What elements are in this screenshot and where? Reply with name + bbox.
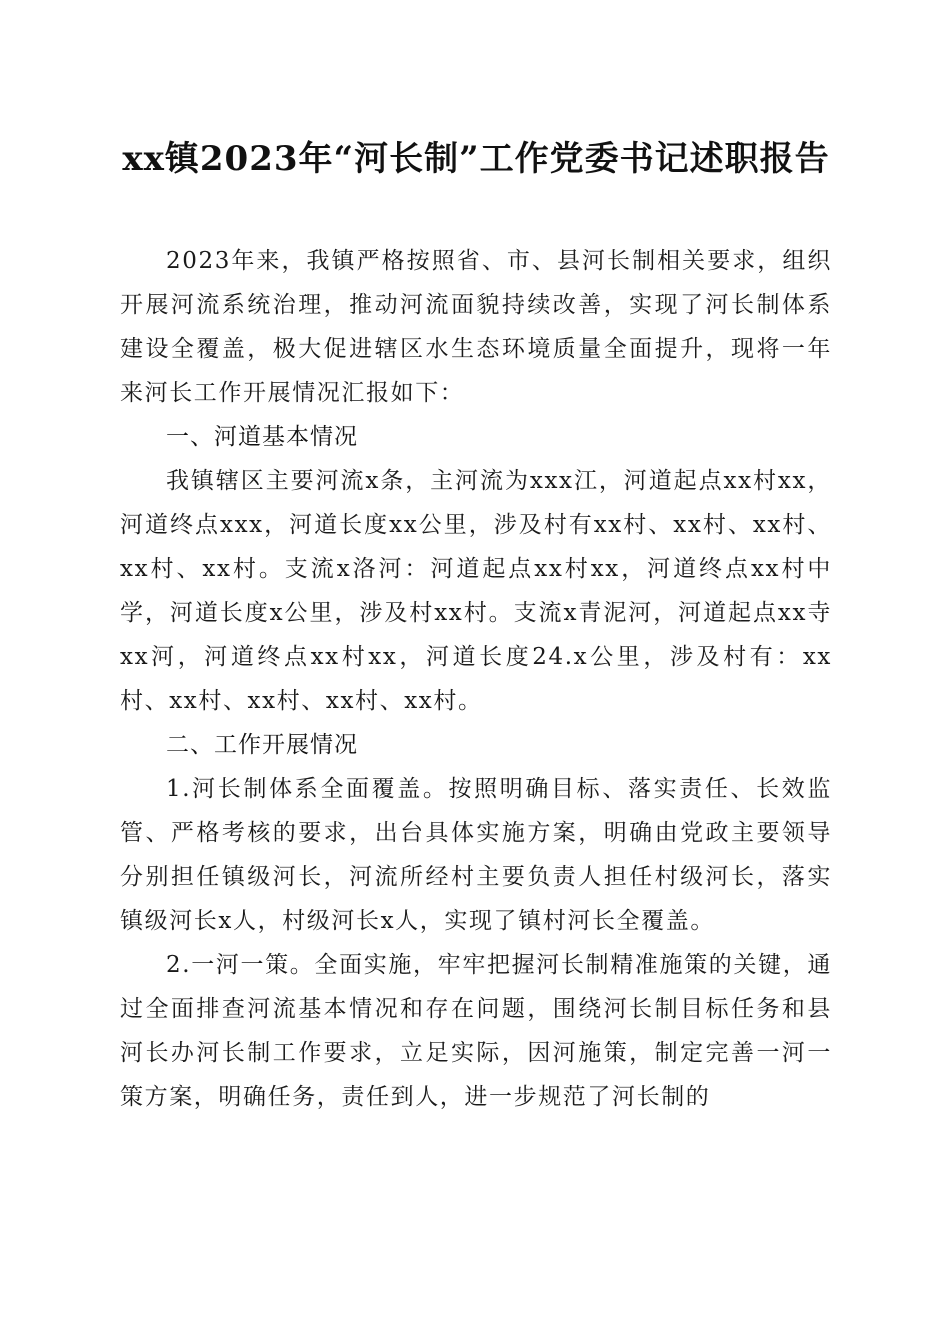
work-item-1-paragraph: 1.河长制体系全面覆盖。按照明确目标、落实责任、长效监管、严格考核的要求，出台具体实施方案，明确由党政主要领导分别担任镇级河长，河流所经村主要负责人担任村级河长，落实镇级河长x人，村级河长x人，实现了镇村河长全覆盖。: [120, 776, 832, 934]
intro-paragraph: 2023年来，我镇严格按照省、市、县河长制相关要求，组织开展河流系统治理，推动河流面貌持续改善，实现了河长制体系建设全覆盖，极大促进辖区水生态环境质量全面提升，现将一年来河长工作开展情况汇报如下：: [120, 248, 832, 406]
document-page: [120, 138, 832, 1119]
section-heading-river-basics: 一、河道基本情况: [166, 424, 358, 450]
document-body: [120, 239, 832, 1119]
document-title: xx镇2023年“河长制”工作党委书记述职报告: [122, 139, 830, 179]
section-heading-work-progress: 二、工作开展情况: [166, 732, 358, 758]
river-basics-paragraph: 我镇辖区主要河流x条，主河流为xxx江，河道起点xx村xx，河道终点xxx，河道长度xx公里，涉及村有xx村、xx村、xx村、xx村、xx村。支流x洛河：河道起点xx村xx，河道终点xx村中学，河道长度x公里，涉及村xx村。支流x青泥河，河道起点xx寺xx河，河道终点xx村xx，河道长度24.x公里，涉及村有：xx村、xx村、xx村、xx村、xx村。: [120, 468, 832, 714]
work-item-2-paragraph: 2.一河一策。全面实施，牢牢把握河长制精准施策的关键，通过全面排查河流基本情况和存在问题，围绕河长制目标任务和县河长办河长制工作要求，立足实际，因河施策，制定完善一河一策方案，明确任务，责任到人，进一步规范了河长制的: [120, 952, 832, 1110]
